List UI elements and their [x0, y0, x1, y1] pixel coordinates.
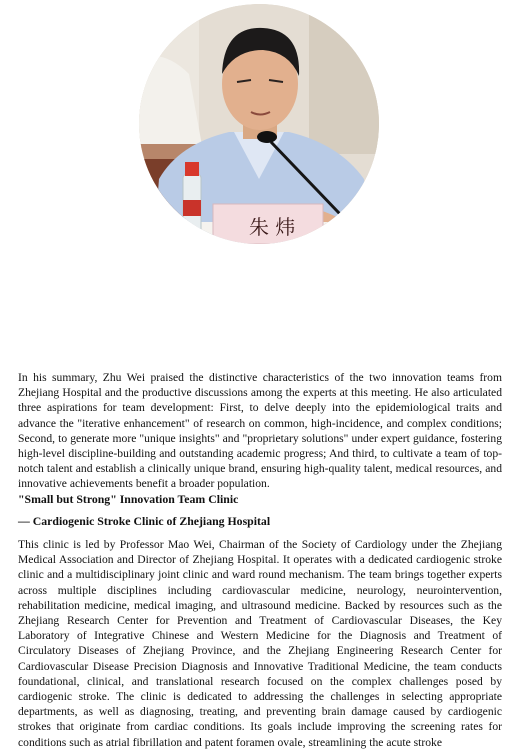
clinic-description-paragraph: This clinic is led by Professor Mao Wei, Chairman of the Society of Cardiology under the Zhejiang Medical Association and Director of Zhejiang Hospital. It operates with a dedicated cardiogenic stroke clinic and a multidisciplinary joint clinic and ward round mechanism. The team brings together experts across multiple disciplines including cardiovascular medicine, neurology, neurointervention, rehabilitation medicine, medical imaging, and ultrasound medicine. Backed by resources such as the Zhejiang Research Center for Prevention and Treatment of Cardiovascular Diseases, the Key Laboratory of Integrative Chinese and Western Medicine for the Diagnosis and Treatment of Circulatory Diseases of Zhejiang Province, and the Zhejiang Engineering Research Center for Cardiovascular Disease Precision Diagnosis and Innovative Traditional Medicine, the team conducts foundational, clinical, and translational research focused on the complex challenges posed by cardiogenic stroke. The clinic is dedicated to addressing the challenges in selecting appropriate departments, as well as diagnosing, treating, and preventing brain damage caused by cardiogenic strokes that originate from cardiac conditions. Its goals include improving the screening rates for conditions such as atrial fibrillation and patent foramen ovale, streamlining the acute stroke [18, 538, 502, 749]
section-heading: "Small but Strong" Innovation Team Clinic [18, 492, 239, 506]
placard-name-text: 朱 炜 [249, 215, 296, 239]
speaker-portrait-photo [139, 4, 379, 244]
clinic-subheading: — Cardiogenic Stroke Clinic of Zhejiang Hospital [18, 514, 271, 528]
summary-paragraph: In his summary, Zhu Wei praised the distinctive characteristics of the two innovation teams from Zhejiang Hospital and the productive discussions among the experts at this meeting. He also articulated three aspirations for team development: First, to delve deeply into the epidemiological traits and advance the "iterative enhancement" of research on common, high-incidence, and complex conditions; Second, to generate more "unique insights" and "proprietary solutions" under expert guidance, fostering high-level discipline-building and outstanding academic progress; And third, to cultivate a team of top-notch talent and establish a clinically unique brand, ensuring high-quality talent, medical resources, and innovative achievements benefit a broader population. [18, 371, 502, 491]
portrait-illustration [139, 4, 379, 244]
